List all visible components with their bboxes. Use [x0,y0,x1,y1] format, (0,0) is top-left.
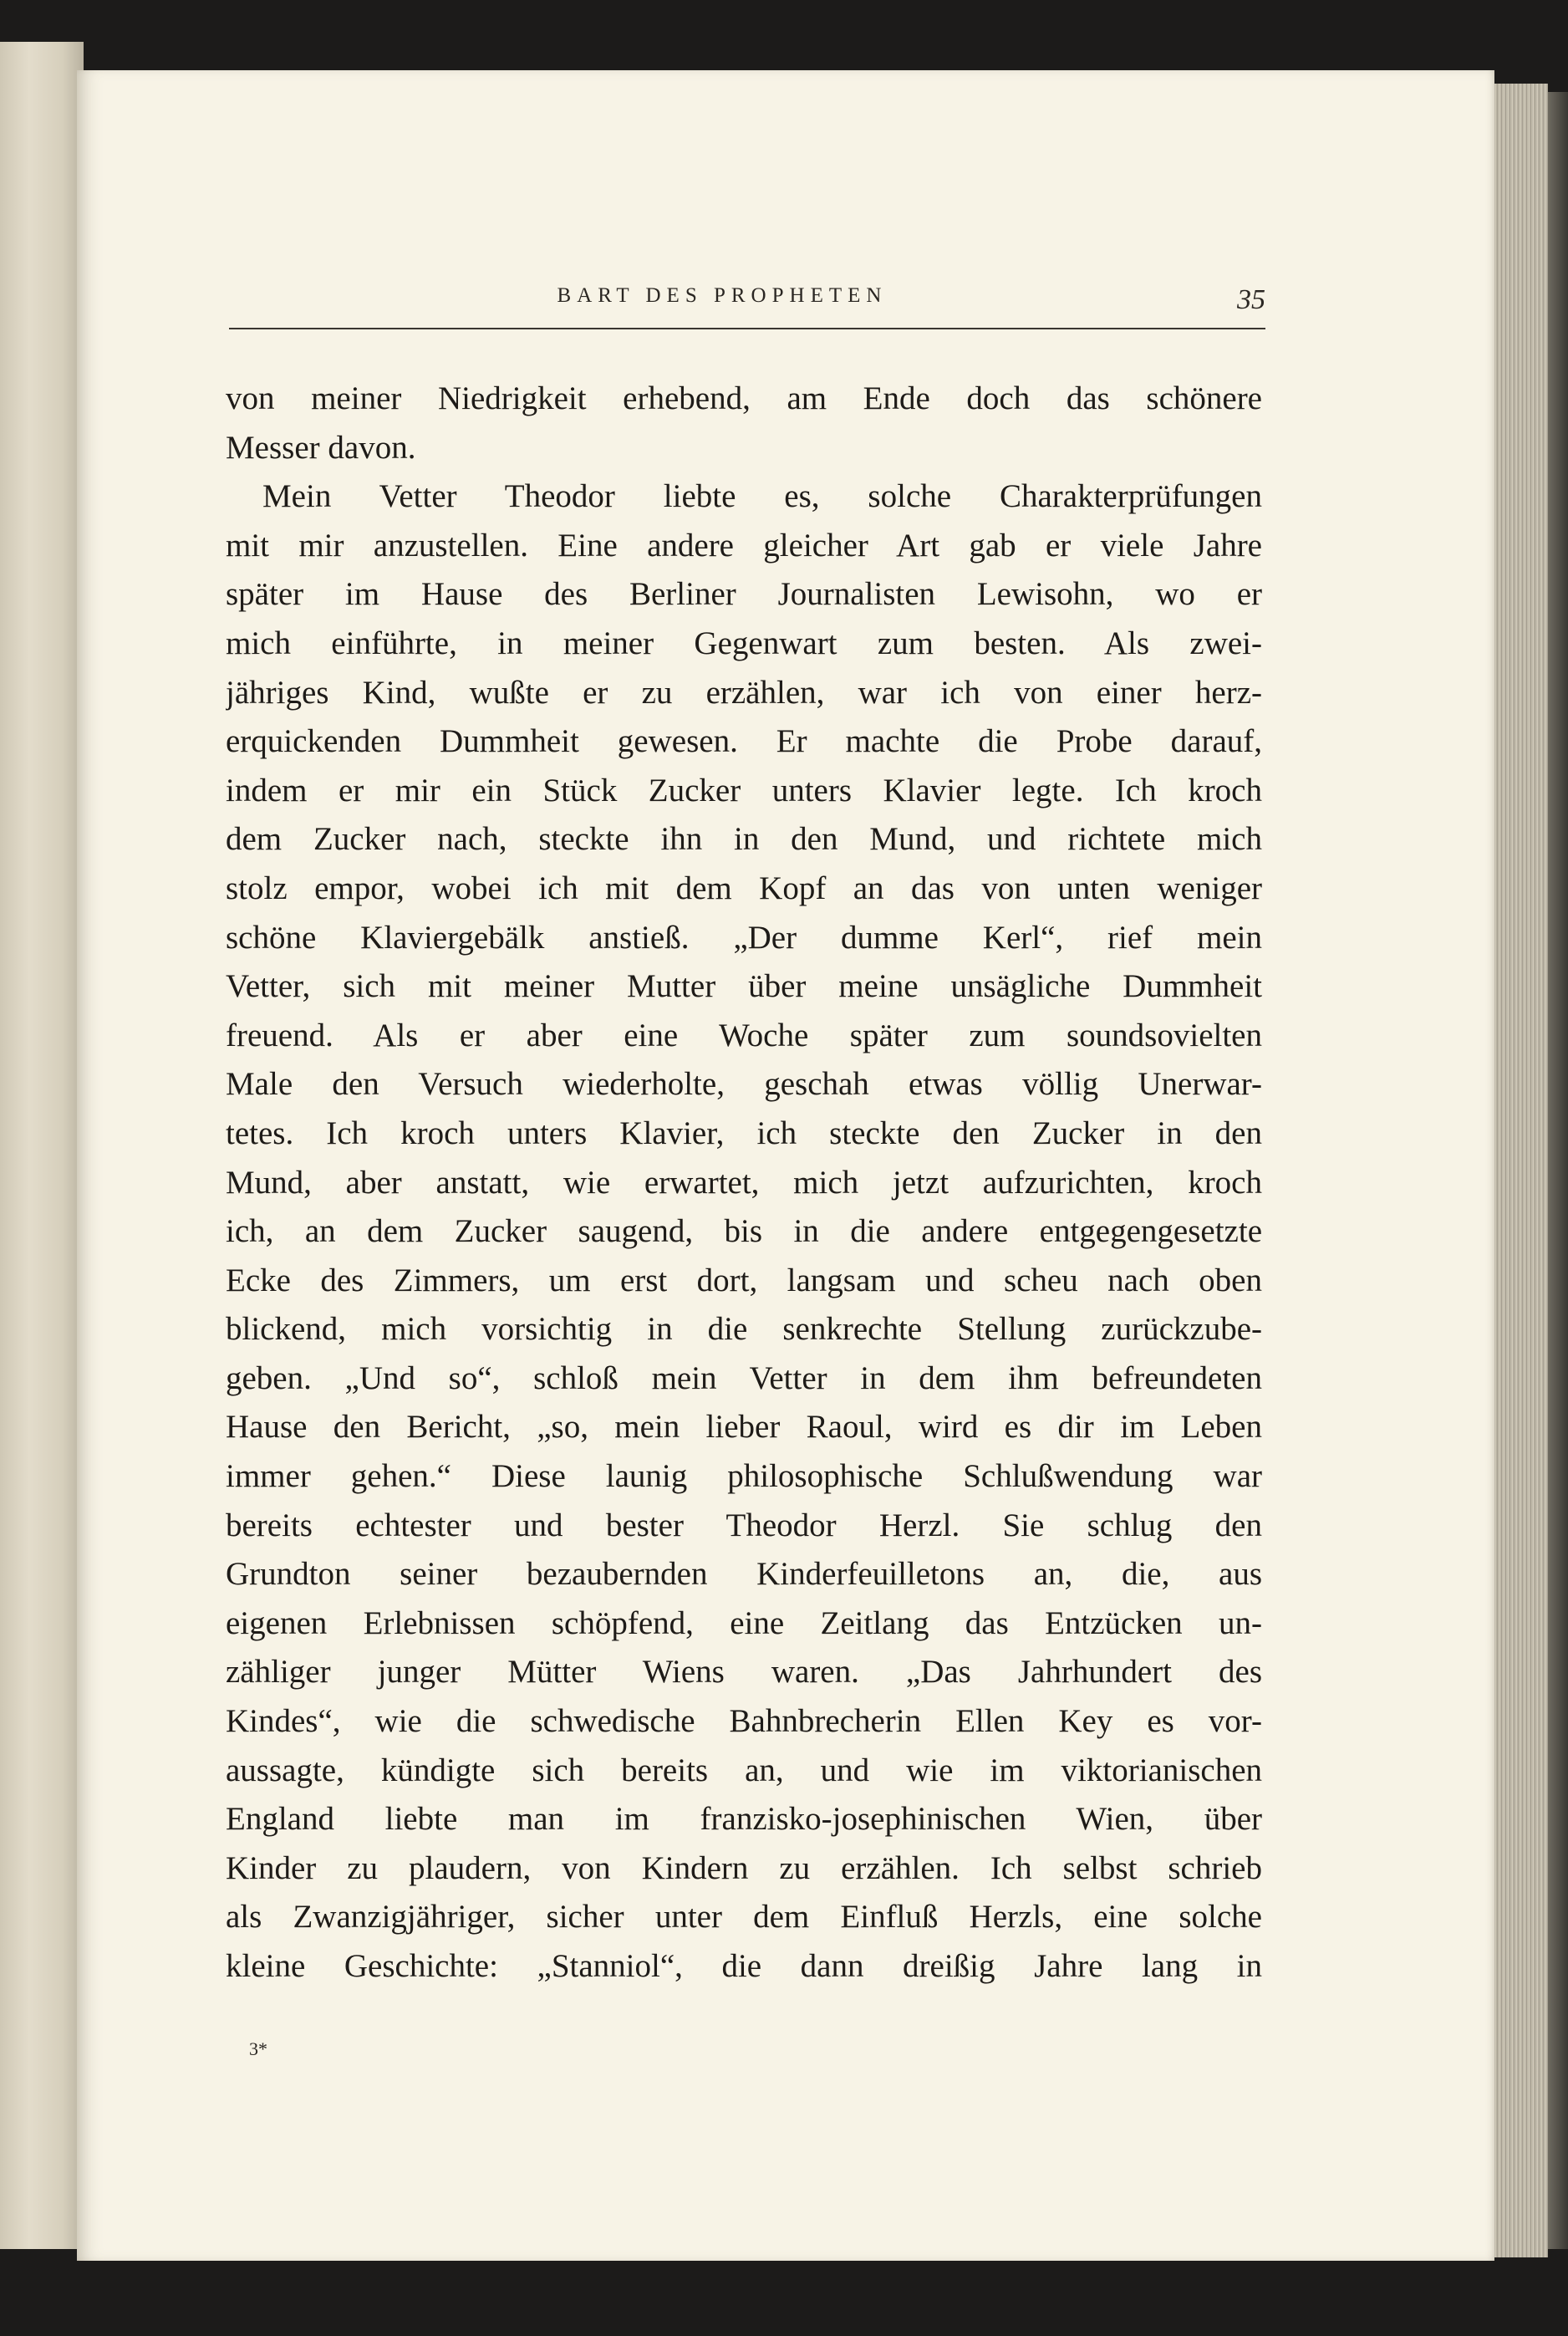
text-line: zähliger junger Mütter Wiens waren. „Das Jahrhundert des [226,1654,1262,1691]
text-line: stolz empor, wobei ich mit dem Kopf an das von unten weniger [226,870,1262,906]
text-line: geben. „Und so“, schloß mein Vetter in dem ihm befreundeten [226,1359,1262,1396]
text-line: Kindes“, wie die schwedische Bahnbrecherin Ellen Key es vor- [226,1703,1262,1740]
page-number: 35 [1237,284,1265,315]
text-line: Grundton seiner bezaubernden Kinderfeuilletons an, die, aus [226,1556,1262,1593]
text-line: ich, an dem Zucker saugend, bis in die andere entgegengesetzte [226,1213,1262,1250]
text-line: Ecke des Zimmers, um erst dort, langsam und scheu nach oben [226,1262,1262,1298]
book-cover-edge [1548,92,1568,2249]
text-line: Male den Versuch wiederholte, geschah etwas völlig Unerwar- [226,1066,1262,1103]
signature-mark: 3* [249,2038,267,2059]
text-line: tetes. Ich kroch unters Klavier, ich steckte den Zucker in den [226,1114,1262,1151]
text-line: Kinder zu plaudern, von Kindern zu erzählen. Ich selbst schrieb [226,1849,1262,1886]
text-line: Mein Vetter Theodor liebte es, solche Charakterprüfungen [262,478,1262,515]
text-line: erquickenden Dummheit gewesen. Er machte die Probe darauf, [226,723,1262,760]
text-line: bereits echtester und bester Theodor Herzl. Sie schlug den [226,1507,1262,1543]
text-line: jähriges Kind, wußte er zu erzählen, war ich von einer herz- [226,674,1262,711]
text-line: kleine Geschichte: „Stanniol“, die dann dreißig Jahre lang in [226,1948,1262,1984]
text-line: aussagte, kündigte sich bereits an, und wie im viktorianischen [226,1752,1262,1788]
text-line: später im Hause des Berliner Journalisten Lewisohn, wo er [226,576,1262,613]
running-head [229,284,1265,334]
page-block-edges [1494,84,1548,2257]
text-line: mich einführte, in meiner Gegenwart zum besten. Als zwei- [226,625,1262,661]
text-line: England liebte man im franzisko-josephinischen Wien, über [226,1801,1262,1838]
text-line: Messer davon. [226,429,416,466]
text-line: eigenen Erlebnissen schöpfend, eine Zeitlang das Entzücken un- [226,1604,1262,1641]
text-line: immer gehen.“ Diese launig philosophische Schlußwendung war [226,1458,1262,1495]
text-line: blickend, mich vorsichtig in die senkrechte Stellung zurückzube- [226,1311,1262,1348]
text-line: mit mir anzustellen. Eine andere gleicher Art gab er viele Jahre [226,527,1262,564]
text-line: indem er mir ein Stück Zucker unters Klavier legte. Ich kroch [226,772,1262,808]
previous-page-edge [0,42,84,2249]
text-line: Hause den Bericht, „so, mein lieber Raoul, wird es dir im Leben [226,1409,1262,1446]
text-line: schöne Klaviergebälk anstieß. „Der dumme Kerl“, rief mein [226,919,1262,956]
running-title: BART DES PROPHETEN [557,284,888,307]
text-line: Vetter, sich mit meiner Mutter über meine unsägliche Dummheit [226,968,1262,1005]
header-rule [229,328,1265,329]
text-line: Mund, aber anstatt, wie erwartet, mich jetzt aufzurichten, kroch [226,1164,1262,1201]
text-line: dem Zucker nach, steckte ihn in den Mund, und richtete mich [226,821,1262,858]
text-line: freuend. Als er aber eine Woche später zum soundsovielten [226,1017,1262,1053]
body-text [226,375,1262,1992]
text-line: von meiner Niedrigkeit erhebend, am Ende doch das schönere [226,380,1262,416]
text-line: als Zwanzigjähriger, sicher unter dem Einfluß Herzls, eine solche [226,1899,1262,1936]
